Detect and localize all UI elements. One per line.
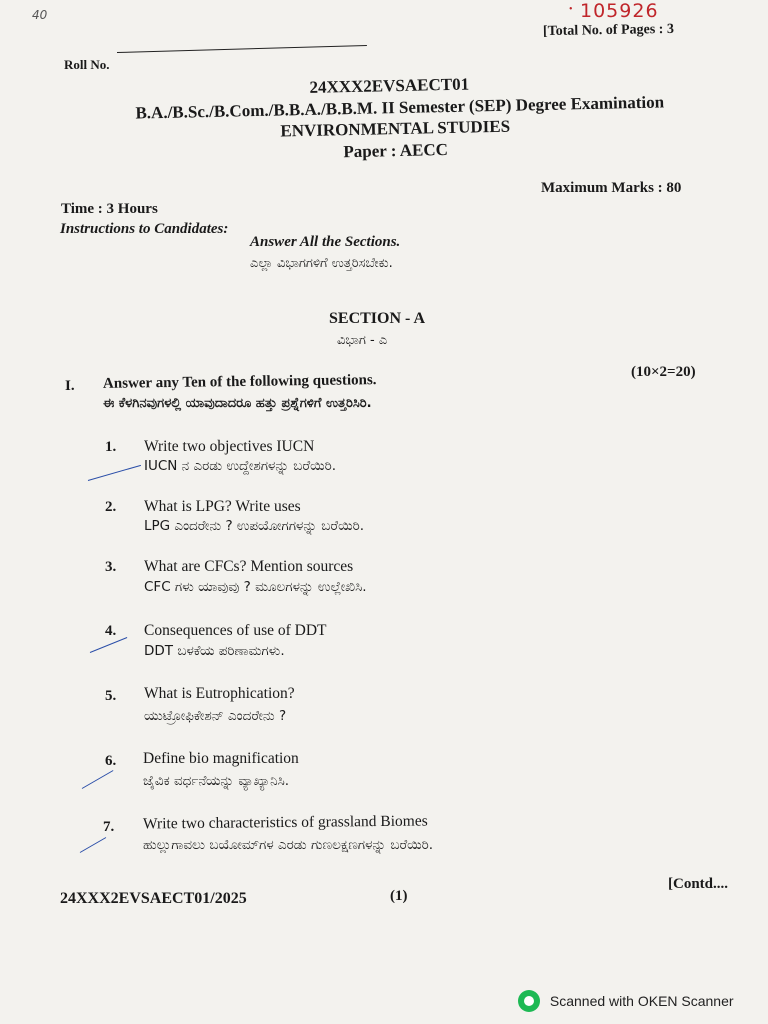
pen-tick-mark <box>80 837 106 853</box>
page-number: (1) <box>390 888 408 904</box>
question-text-en: What are CFCs? Mention sources <box>144 558 354 575</box>
question-number: 2. <box>105 499 117 515</box>
scanner-text: Scanned with OKEN Scanner <box>549 993 734 1009</box>
question-number: 5. <box>105 688 117 704</box>
paper-code: 24XXX2EVSAECT01 <box>309 74 470 97</box>
roll-no-label: Roll No. <box>64 57 110 72</box>
question-text-en: Consequences of use of DDT <box>144 622 327 639</box>
section-title: SECTION - A <box>329 310 426 327</box>
question-4 <box>105 622 327 659</box>
question-text-kn: CFC ಗಳು ಯಾವುವು ? ಮೂಲಗಳನ್ನು ಉಲ್ಲೇಖಿಸಿ. <box>144 579 367 595</box>
serial-number: 105926 <box>580 0 659 22</box>
question-number: 4. <box>105 623 117 639</box>
part-marks: (10×2=20) <box>631 364 696 380</box>
footer-code: 24XXX2EVSAECT01/2025 <box>60 890 247 907</box>
question-number: 3. <box>105 559 117 575</box>
exam-header <box>39 68 761 168</box>
pen-tick-mark <box>82 770 114 789</box>
question-text-kn: ಯುಟ್ರೋಫಿಕೇಶನ್ ಎಂದರೇನು ? <box>144 708 287 724</box>
time-allowed: Time : 3 Hours <box>61 201 158 217</box>
oken-logo-icon <box>518 990 540 1012</box>
question-text-kn: ಜೈವಿಕ ವರ್ಧನೆಯನ್ನು ವ್ಯಾಖ್ಯಾನಿಸಿ. <box>143 773 290 789</box>
question-text-en: Write two characteristics of grassland Biomes <box>142 812 428 833</box>
question-text-en: What is LPG? Write uses <box>144 498 301 515</box>
paper-title: Paper : AECC <box>343 140 449 162</box>
question-text-kn: LPG ಎಂದರೇನು ? ಉಪಯೋಗಗಳನ್ನು ಬರೆಯಿರಿ. <box>144 518 364 534</box>
instruction-en: Answer All the Sections. <box>250 234 401 250</box>
subject-title: ENVIRONMENTAL STUDIES <box>280 116 511 141</box>
part-numeral: I. <box>65 378 75 394</box>
continued-label: [Contd.... <box>668 876 729 892</box>
question-2 <box>105 498 364 534</box>
question-text-en: Define bio magnification <box>143 750 299 767</box>
roll-no-line <box>117 45 367 53</box>
question-1 <box>105 438 337 474</box>
question-number: 7. <box>103 819 115 835</box>
question-7 <box>103 812 434 853</box>
serial-dot: • <box>569 4 573 15</box>
question-number: 6. <box>105 753 117 769</box>
instruction-kn: ಎಲ್ಲಾ ವಿಭಾಗಗಳಿಗೆ ಉತ್ತರಿಸಬೇಕು. <box>250 256 393 271</box>
total-pages: [Total No. of Pages : 3 <box>542 21 675 40</box>
question-5 <box>105 685 295 724</box>
section-title-kn: ವಿಭಾಗ - ಎ <box>337 333 388 348</box>
part-heading-en: Answer any Ten of the following questions. <box>102 372 377 392</box>
scanner-watermark <box>518 990 734 1012</box>
question-text-kn: DDT ಬಳಕೆಯ ಪರಿಣಾಮಗಳು. <box>144 643 285 659</box>
maximum-marks: Maximum Marks : 80 <box>541 180 682 196</box>
question-text-en: What is Eutrophication? <box>144 685 295 702</box>
question-number: 1. <box>105 439 117 455</box>
question-text-kn: IUCN ನ ಎರಡು ಉದ್ದೇಶಗಳನ್ನು ಬರೆಯಿರಿ. <box>144 458 337 474</box>
exam-title: B.A./B.Sc./B.Com./B.B.A./B.B.M. II Semester (SEP) Degree Examination <box>135 92 665 123</box>
question-text-en: Write two objectives IUCN <box>144 438 315 455</box>
instructions-label: Instructions to Candidates: <box>60 221 229 237</box>
handwritten-mark: 40 <box>32 8 48 22</box>
question-6 <box>105 750 299 789</box>
question-3 <box>105 558 367 595</box>
pen-tick-mark <box>88 465 141 481</box>
question-text-kn: ಹುಲ್ಲುಗಾವಲು ಬಯೋಮ್‌ಗಳ ಎರಡು ಗುಣಲಕ್ಷಣಗಳನ್ನು ಬರೆಯಿರಿ. <box>143 837 434 853</box>
part-heading-kn: ಈ ಕೆಳಗಿನವುಗಳಲ್ಲಿ ಯಾವುದಾದರೂ ಹತ್ತು ಪ್ರಶ್ನೆಗಳಿಗೆ ಉತ್ತರಿಸಿರಿ. <box>103 396 372 411</box>
